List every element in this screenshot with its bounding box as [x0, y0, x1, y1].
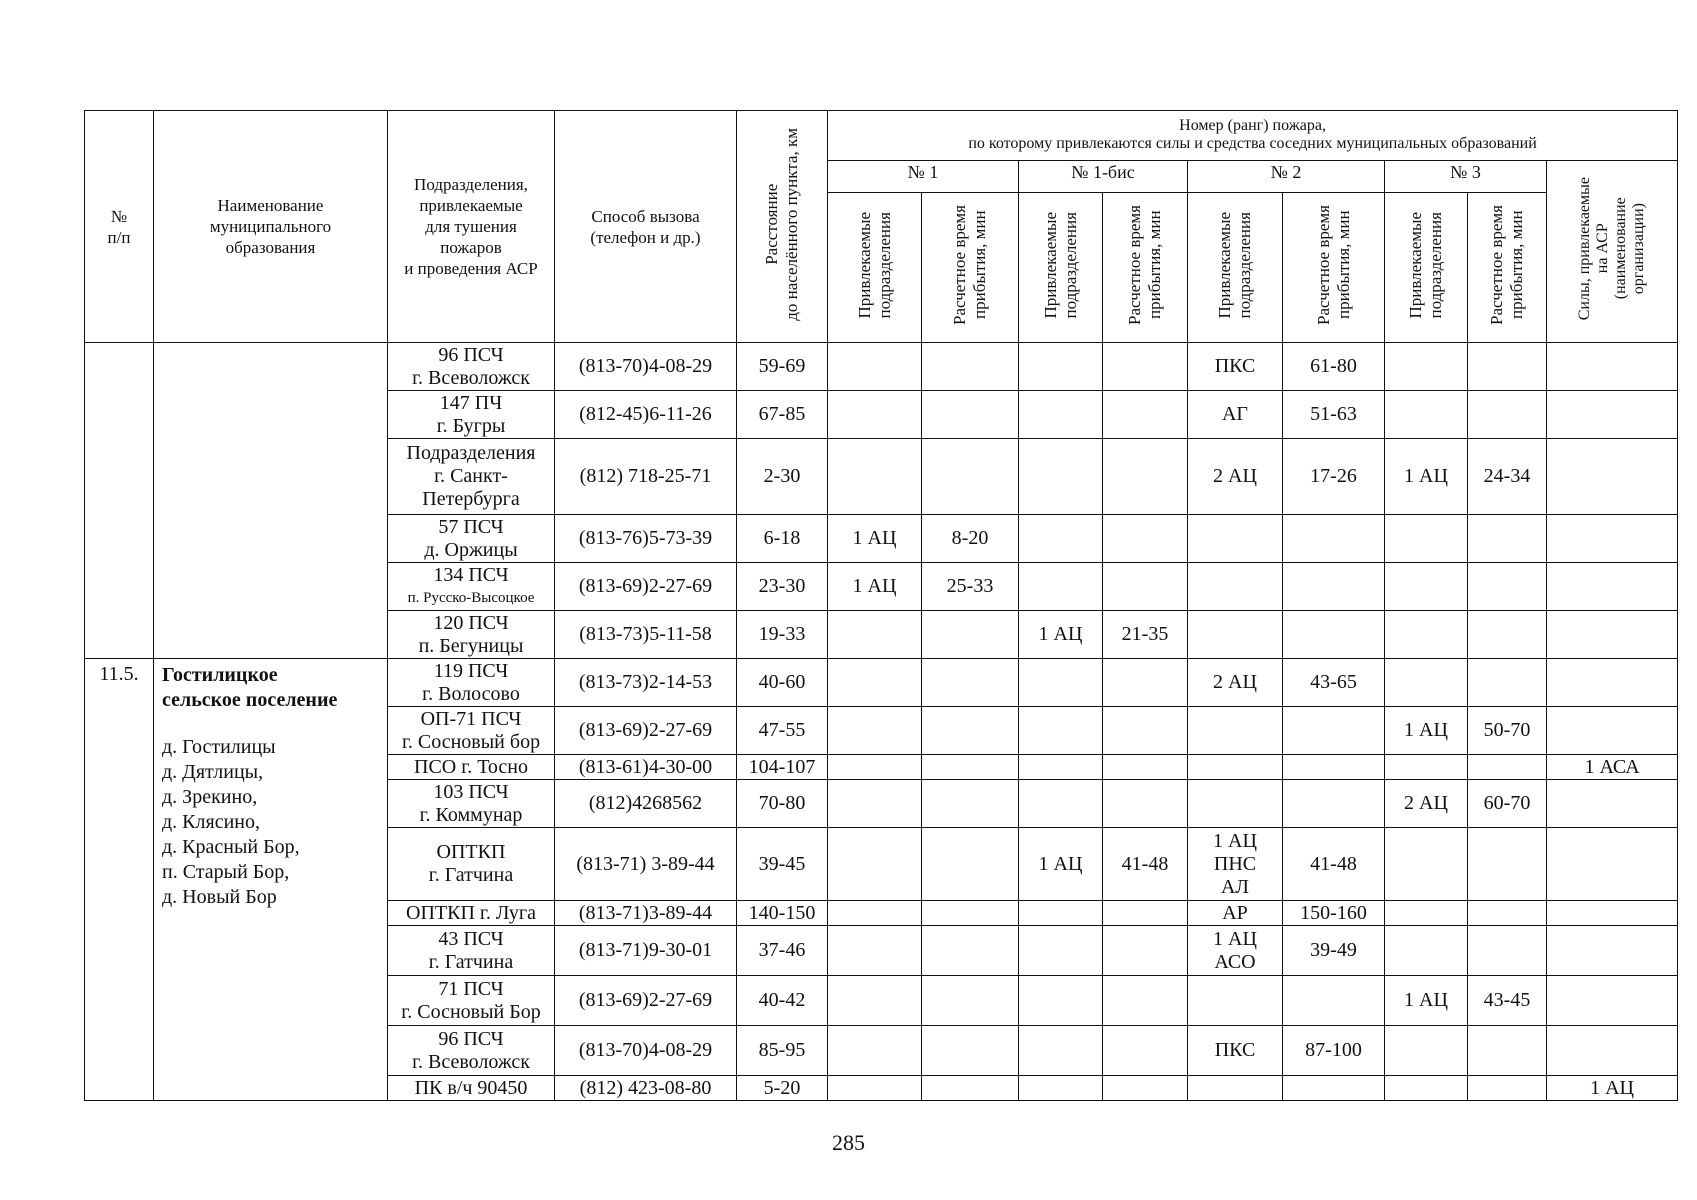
r3-units-cell — [1385, 343, 1468, 391]
r3-time-cell: 60-70 — [1468, 780, 1547, 828]
r3-units-cell — [1385, 755, 1468, 780]
unit-cell: 96 ПСЧ г. Всеволожск — [388, 1026, 555, 1076]
r1b-time-cell — [1103, 707, 1188, 755]
r1b-units-cell: 1 АЦ — [1019, 611, 1103, 659]
r2-units-cell — [1188, 515, 1283, 563]
r2-units-cell — [1188, 563, 1283, 611]
asr-cell: 1 АЦ — [1547, 1076, 1678, 1101]
r1b-time-cell — [1103, 755, 1188, 780]
r1-time-cell — [922, 926, 1019, 976]
r2-time-cell: 150-160 — [1283, 901, 1385, 926]
r1b-units-cell — [1019, 391, 1103, 439]
r3-time-cell — [1468, 515, 1547, 563]
r1-units-cell — [828, 391, 922, 439]
distance-cell: 59-69 — [737, 343, 828, 391]
r1-time-cell — [922, 976, 1019, 1026]
r1-units-cell — [828, 755, 922, 780]
r3-time-cell: 50-70 — [1468, 707, 1547, 755]
r1-time-cell — [922, 343, 1019, 391]
r1b-time-cell: 41-48 — [1103, 828, 1188, 901]
r1b-units-cell — [1019, 515, 1103, 563]
r1b-time-cell — [1103, 391, 1188, 439]
distance-cell: 6-18 — [737, 515, 828, 563]
r2-units-cell: АР — [1188, 901, 1283, 926]
header-distance: Расстояние до населённого пункта, км — [737, 111, 828, 343]
header-rank-group: Номер (ранг) пожара, по которому привлекаются силы и средства соседних муниципальных образований — [828, 111, 1678, 161]
r1-time-cell — [922, 755, 1019, 780]
r1b-time-cell: 21-35 — [1103, 611, 1188, 659]
distance-cell: 39-45 — [737, 828, 828, 901]
asr-cell — [1547, 707, 1678, 755]
r2-time-cell: 43-65 — [1283, 659, 1385, 707]
r1-units-cell — [828, 439, 922, 515]
municipality-cell — [154, 659, 388, 1101]
r3-units-cell: 1 АЦ — [1385, 707, 1468, 755]
r3-units-cell: 1 АЦ — [1385, 439, 1468, 515]
phone-cell: (813-69)2-27-69 — [555, 976, 737, 1026]
header-r1-units: Привлекаемые подразделения — [828, 193, 922, 343]
r2-units-cell — [1188, 611, 1283, 659]
r1-units-cell — [828, 901, 922, 926]
header-rank-3: № 3 — [1385, 161, 1547, 193]
asr-cell — [1547, 828, 1678, 901]
r3-units-cell — [1385, 1026, 1468, 1076]
r2-units-cell — [1188, 707, 1283, 755]
r3-units-cell — [1385, 926, 1468, 976]
table-body — [85, 343, 1678, 1101]
phone-cell: (813-73)5-11-58 — [555, 611, 737, 659]
r3-units-cell: 2 АЦ — [1385, 780, 1468, 828]
prev-num-cell — [85, 343, 154, 659]
r1b-units-cell — [1019, 1076, 1103, 1101]
phone-cell: (813-71)9-30-01 — [555, 926, 737, 976]
r3-units-cell — [1385, 901, 1468, 926]
asr-cell — [1547, 391, 1678, 439]
header-num: № п/п — [85, 111, 154, 343]
r2-units-cell: ПКС — [1188, 343, 1283, 391]
header-r3-time: Расчетное время прибытия, мин — [1468, 193, 1547, 343]
phone-cell: (813-69)2-27-69 — [555, 707, 737, 755]
distance-cell: 37-46 — [737, 926, 828, 976]
village-item: д. Зрекино, — [162, 786, 258, 808]
phone-cell: (812) 718-25-71 — [555, 439, 737, 515]
phone-cell: (813-71) 3-89-44 — [555, 828, 737, 901]
asr-cell — [1547, 515, 1678, 563]
asr-cell — [1547, 780, 1678, 828]
header-r1b-units: Привлекаемые подразделения — [1019, 193, 1103, 343]
r2-time-cell: 17-26 — [1283, 439, 1385, 515]
asr-cell — [1547, 439, 1678, 515]
r1-units-cell — [828, 926, 922, 976]
distance-cell: 23-30 — [737, 563, 828, 611]
r3-time-cell — [1468, 611, 1547, 659]
page-number: 285 — [832, 1130, 865, 1155]
r2-units-cell: 1 АЦ АСО — [1188, 926, 1283, 976]
r1-time-cell — [922, 901, 1019, 926]
r1-units-cell: 1 АЦ — [828, 515, 922, 563]
table-row — [85, 343, 1678, 391]
unit-cell: 120 ПСЧ п. Бегуницы — [388, 611, 555, 659]
r3-time-cell — [1468, 828, 1547, 901]
r1b-time-cell — [1103, 439, 1188, 515]
asr-cell — [1547, 659, 1678, 707]
unit-cell: 147 ПЧ г. Бугры — [388, 391, 555, 439]
r2-units-cell: 1 АЦ ПНС АЛ — [1188, 828, 1283, 901]
r3-units-cell — [1385, 611, 1468, 659]
header-call-method: Способ вызова (телефон и др.) — [555, 111, 737, 343]
r2-time-cell — [1283, 707, 1385, 755]
r3-units-cell — [1385, 659, 1468, 707]
phone-cell: (812) 423-08-80 — [555, 1076, 737, 1101]
r3-units-cell — [1385, 391, 1468, 439]
unit-cell: Подразделения г. Санкт- Петербурга — [388, 439, 555, 515]
r1-time-cell — [922, 611, 1019, 659]
fire-forces-table — [84, 110, 1678, 1101]
r1-time-cell — [922, 391, 1019, 439]
r1b-units-cell: 1 АЦ — [1019, 828, 1103, 901]
r3-time-cell — [1468, 659, 1547, 707]
table-row — [85, 659, 1678, 707]
r2-time-cell — [1283, 611, 1385, 659]
r2-time-cell — [1283, 755, 1385, 780]
unit-cell: 134 ПСЧ п. Русско-Высоцкое — [388, 563, 555, 611]
r3-units-cell — [1385, 515, 1468, 563]
r2-units-cell: ПКС — [1188, 1026, 1283, 1076]
header-units: Подразделения, привлекаемые для тушения пожаров и проведения АСР — [388, 111, 555, 343]
header-r1-time: Расчетное время прибытия, мин — [922, 193, 1019, 343]
header-rank-1: № 1 — [828, 161, 1019, 193]
r1-time-cell — [922, 828, 1019, 901]
distance-cell: 2-30 — [737, 439, 828, 515]
municipality-name-line2: сельское поселение — [162, 689, 338, 711]
unit-cell: 43 ПСЧ г. Гатчина — [388, 926, 555, 976]
r1b-time-cell — [1103, 1026, 1188, 1076]
r2-units-cell: 2 АЦ — [1188, 439, 1283, 515]
r1b-units-cell — [1019, 901, 1103, 926]
r3-time-cell: 43-45 — [1468, 976, 1547, 1026]
r2-time-cell — [1283, 563, 1385, 611]
r1-time-cell — [922, 707, 1019, 755]
village-list — [162, 735, 379, 910]
header-municipality: Наименование муниципального образования — [154, 111, 388, 343]
phone-cell: (813-61)4-30-00 — [555, 755, 737, 780]
section-number: 11.5. — [85, 659, 154, 1101]
r3-time-cell — [1468, 1026, 1547, 1076]
header-r2-units: Привлекаемые подразделения — [1188, 193, 1283, 343]
r1-units-cell — [828, 976, 922, 1026]
asr-cell — [1547, 611, 1678, 659]
r1b-units-cell — [1019, 659, 1103, 707]
table-header — [85, 111, 1678, 343]
r2-units-cell: АГ — [1188, 391, 1283, 439]
header-r1b-time: Расчетное время прибытия, мин — [1103, 193, 1188, 343]
unit-cell: ПСО г. Тосно — [388, 755, 555, 780]
r1b-time-cell — [1103, 976, 1188, 1026]
r2-time-cell — [1283, 1076, 1385, 1101]
phone-cell: (813-70)4-08-29 — [555, 343, 737, 391]
distance-cell: 5-20 — [737, 1076, 828, 1101]
unit-cell: 119 ПСЧ г. Волосово — [388, 659, 555, 707]
r3-time-cell — [1468, 391, 1547, 439]
r1-time-cell: 8-20 — [922, 515, 1019, 563]
r1-units-cell — [828, 828, 922, 901]
r3-units-cell — [1385, 1076, 1468, 1101]
distance-cell: 67-85 — [737, 391, 828, 439]
unit-cell: 103 ПСЧ г. Коммунар — [388, 780, 555, 828]
r3-time-cell — [1468, 1076, 1547, 1101]
r2-time-cell — [1283, 515, 1385, 563]
r1-time-cell: 25-33 — [922, 563, 1019, 611]
village-item: д. Новый Бор — [162, 886, 277, 908]
r1b-time-cell — [1103, 780, 1188, 828]
r1-units-cell — [828, 707, 922, 755]
r1-time-cell — [922, 439, 1019, 515]
r2-time-cell: 41-48 — [1283, 828, 1385, 901]
distance-cell: 19-33 — [737, 611, 828, 659]
r1b-time-cell — [1103, 901, 1188, 926]
unit-cell: 96 ПСЧ г. Всеволожск — [388, 343, 555, 391]
phone-cell: (813-76)5-73-39 — [555, 515, 737, 563]
asr-cell: 1 АСА — [1547, 755, 1678, 780]
r1b-time-cell — [1103, 515, 1188, 563]
r1b-units-cell — [1019, 343, 1103, 391]
header-rank-1bis: № 1-бис — [1019, 161, 1188, 193]
header-r2-time: Расчетное время прибытия, мин — [1283, 193, 1385, 343]
asr-cell — [1547, 563, 1678, 611]
r2-time-cell — [1283, 976, 1385, 1026]
r3-units-cell: 1 АЦ — [1385, 976, 1468, 1026]
r3-time-cell — [1468, 343, 1547, 391]
r1-time-cell — [922, 1026, 1019, 1076]
municipality-name-line1: Гостилицкое — [162, 664, 278, 686]
r3-units-cell — [1385, 828, 1468, 901]
r2-units-cell — [1188, 1076, 1283, 1101]
r1b-units-cell — [1019, 707, 1103, 755]
asr-cell — [1547, 1026, 1678, 1076]
r3-time-cell — [1468, 755, 1547, 780]
r1-time-cell — [922, 780, 1019, 828]
village-item: д. Дятлицы, — [162, 761, 264, 783]
unit-cell: ОПТКП г. Гатчина — [388, 828, 555, 901]
prev-municipality-cell — [154, 343, 388, 659]
r1-time-cell — [922, 1076, 1019, 1101]
unit-cell: 71 ПСЧ г. Сосновый Бор — [388, 976, 555, 1026]
r1b-units-cell — [1019, 926, 1103, 976]
r1-units-cell — [828, 1026, 922, 1076]
phone-cell: (813-70)4-08-29 — [555, 1026, 737, 1076]
distance-cell: 40-42 — [737, 976, 828, 1026]
r1b-time-cell — [1103, 343, 1188, 391]
village-item: д. Красный Бор, — [162, 836, 300, 858]
r3-units-cell — [1385, 563, 1468, 611]
r2-time-cell: 39-49 — [1283, 926, 1385, 976]
r2-time-cell — [1283, 780, 1385, 828]
r1-units-cell: 1 АЦ — [828, 563, 922, 611]
distance-cell: 70-80 — [737, 780, 828, 828]
asr-cell — [1547, 976, 1678, 1026]
r1b-units-cell — [1019, 976, 1103, 1026]
unit-cell: 57 ПСЧ д. Оржицы — [388, 515, 555, 563]
r2-units-cell — [1188, 780, 1283, 828]
distance-cell: 40-60 — [737, 659, 828, 707]
r1-units-cell — [828, 343, 922, 391]
r1b-time-cell — [1103, 926, 1188, 976]
r2-units-cell — [1188, 976, 1283, 1026]
header-r3-units: Привлекаемые подразделения — [1385, 193, 1468, 343]
r1b-time-cell — [1103, 563, 1188, 611]
r1b-units-cell — [1019, 1026, 1103, 1076]
r1b-units-cell — [1019, 439, 1103, 515]
r3-time-cell — [1468, 563, 1547, 611]
r1b-time-cell — [1103, 1076, 1188, 1101]
asr-cell — [1547, 926, 1678, 976]
r1b-units-cell — [1019, 755, 1103, 780]
village-item: п. Старый Бор, — [162, 861, 290, 883]
asr-cell — [1547, 901, 1678, 926]
distance-cell: 47-55 — [737, 707, 828, 755]
r3-time-cell: 24-34 — [1468, 439, 1547, 515]
r1-time-cell — [922, 659, 1019, 707]
unit-cell: ОП-71 ПСЧ г. Сосновый бор — [388, 707, 555, 755]
r1-units-cell — [828, 659, 922, 707]
phone-cell: (812-45)6-11-26 — [555, 391, 737, 439]
village-item: д. Клясино, — [162, 811, 260, 833]
unit-cell: ОПТКП г. Луга — [388, 901, 555, 926]
r2-units-cell — [1188, 755, 1283, 780]
phone-cell: (813-73)2-14-53 — [555, 659, 737, 707]
distance-cell: 85-95 — [737, 1026, 828, 1076]
asr-cell — [1547, 343, 1678, 391]
village-item: д. Гостилицы — [162, 736, 276, 758]
header-rank-2: № 2 — [1188, 161, 1385, 193]
r1b-units-cell — [1019, 563, 1103, 611]
distance-cell: 140-150 — [737, 901, 828, 926]
r2-time-cell: 51-63 — [1283, 391, 1385, 439]
r1-units-cell — [828, 611, 922, 659]
r2-units-cell: 2 АЦ — [1188, 659, 1283, 707]
phone-cell: (813-69)2-27-69 — [555, 563, 737, 611]
phone-cell: (812)4268562 — [555, 780, 737, 828]
r1b-units-cell — [1019, 780, 1103, 828]
r2-time-cell: 61-80 — [1283, 343, 1385, 391]
r3-time-cell — [1468, 901, 1547, 926]
unit-cell: ПК в/ч 90450 — [388, 1076, 555, 1101]
r1-units-cell — [828, 1076, 922, 1101]
header-asr: Силы, привлекаемые на АСР (наименование организации) — [1547, 161, 1678, 343]
phone-cell: (813-71)3-89-44 — [555, 901, 737, 926]
distance-cell: 104-107 — [737, 755, 828, 780]
r2-time-cell: 87-100 — [1283, 1026, 1385, 1076]
r1-units-cell — [828, 780, 922, 828]
r3-time-cell — [1468, 926, 1547, 976]
r1b-time-cell — [1103, 659, 1188, 707]
